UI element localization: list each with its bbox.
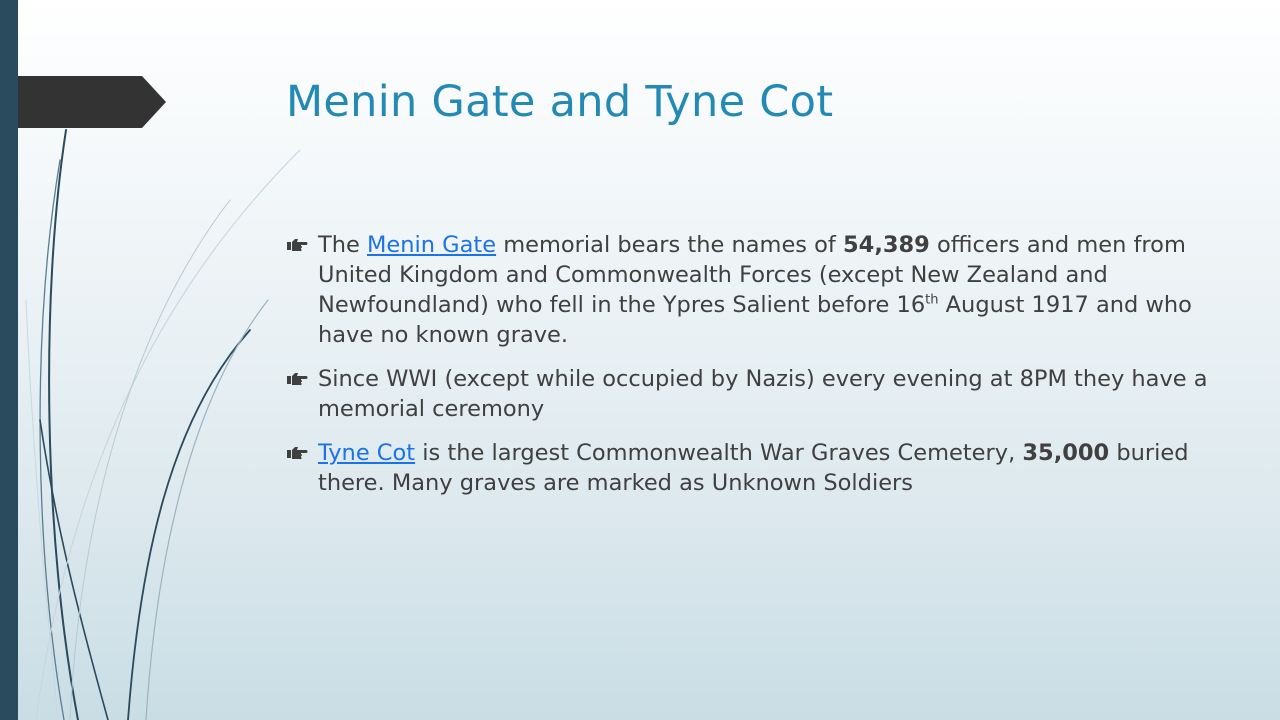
bullet-list <box>286 230 1226 512</box>
right-pointing-hand-icon <box>286 364 310 394</box>
bullet-item-tyne-cot <box>286 438 1226 498</box>
bullet-text: officers and men from United Kingdom and Commonwealth Forces (except New Zealand and Newfoundland) who fell in the Ypres Salient before 16 <box>318 232 1186 318</box>
bullet-text: buried there. Many graves are marked as Unknown Soldiers <box>318 440 1189 496</box>
bullet-text: Since WWI (except while occupied by Nazis) every evening at 8PM they have a memorial ceremony <box>318 366 1208 422</box>
right-pointing-hand-icon <box>286 230 310 260</box>
bullet-text: The <box>318 232 367 258</box>
left-accent-bar <box>0 0 18 720</box>
tyne-cot-link[interactable]: Tyne Cot <box>318 440 416 466</box>
right-pointing-hand-icon <box>286 438 310 468</box>
bullet-text: memorial bears the names of <box>496 232 844 258</box>
ordinal-suffix: th <box>925 292 939 308</box>
menin-gate-link[interactable]: Menin Gate <box>367 232 497 258</box>
bullet-text: is the largest Commonwealth War Graves Cemetery, <box>415 440 1023 466</box>
title-tab-shape <box>18 76 166 128</box>
names-count: 54,389 <box>843 232 930 258</box>
bullet-item-menin-gate <box>286 230 1226 350</box>
bullet-item-ceremony <box>286 364 1226 424</box>
buried-count: 35,000 <box>1022 440 1110 466</box>
bullet-text: August 1917 and who have no known grave. <box>318 292 1192 348</box>
slide-title: Menin Gate and Tyne Cot <box>286 77 834 127</box>
